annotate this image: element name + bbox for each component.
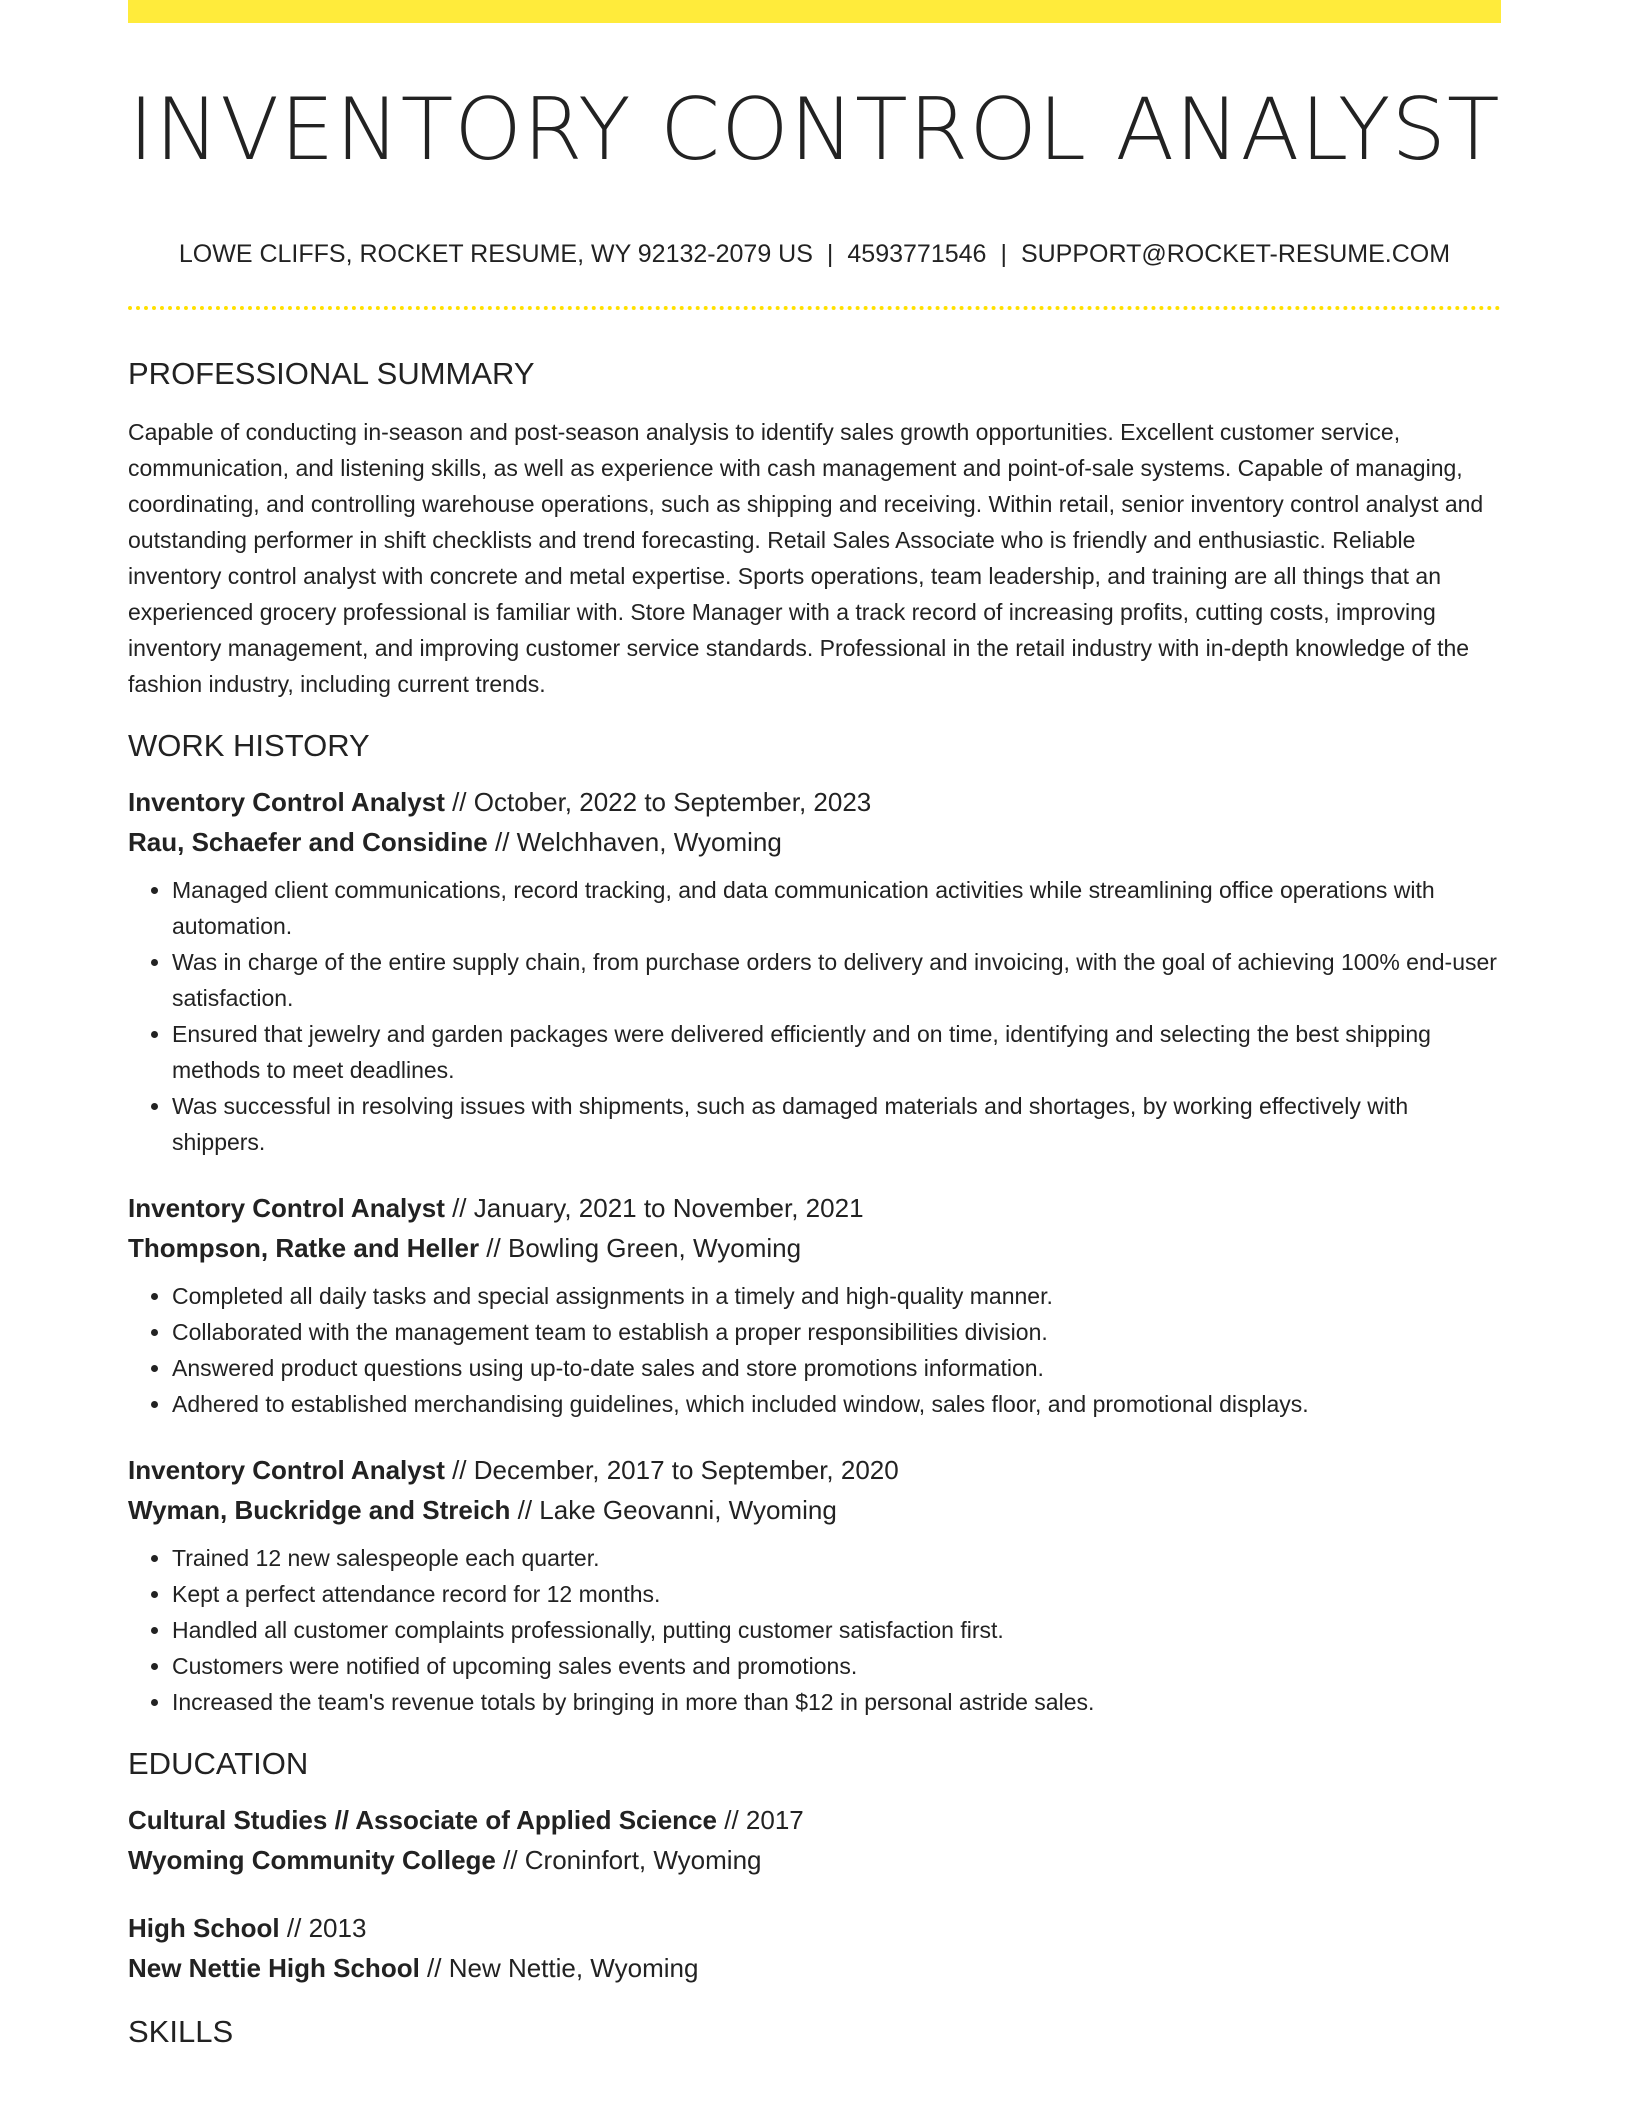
header-divider bbox=[128, 306, 1501, 310]
job-dates: // January, 2021 to November, 2021 bbox=[444, 1193, 864, 1223]
education-entry bbox=[128, 1800, 1501, 1880]
education-location: // New Nettie, Wyoming bbox=[419, 1953, 699, 1983]
education-school-line bbox=[128, 1948, 1501, 1988]
job-role: Inventory Control Analyst bbox=[128, 1193, 445, 1223]
job-role: Inventory Control Analyst bbox=[128, 1455, 445, 1485]
job-location: // Lake Geovanni, Wyoming bbox=[510, 1495, 837, 1525]
list-item: • Answered product questions using up-to-date sales and store promotions information. bbox=[172, 1350, 1501, 1386]
list-item: • Customers were notified of upcoming sales events and promotions. bbox=[172, 1648, 1501, 1684]
job-company: Rau, Schaefer and Considine bbox=[128, 827, 488, 857]
job-bullets bbox=[128, 872, 1501, 1160]
section-title-summary: PROFESSIONAL SUMMARY bbox=[128, 356, 535, 391]
education-school: New Nettie High School bbox=[128, 1953, 420, 1983]
list-item: • Trained 12 new salespeople each quarter. bbox=[172, 1540, 1501, 1576]
education-degree-line bbox=[128, 1908, 1501, 1948]
job-company-line bbox=[128, 1490, 1501, 1530]
resume-body bbox=[128, 352, 1501, 2054]
education-year: // 2013 bbox=[279, 1913, 367, 1943]
section-title-skills: SKILLS bbox=[128, 2014, 234, 2049]
job-title-line bbox=[128, 1188, 1501, 1228]
education-degree: High School bbox=[128, 1913, 280, 1943]
education-degree-line bbox=[128, 1800, 1501, 1840]
contact-email: SUPPORT@ROCKET-RESUME.COM bbox=[1020, 240, 1451, 268]
contact-separator: | bbox=[1000, 240, 1007, 268]
job-entry bbox=[128, 782, 1501, 1160]
job-role: Inventory Control Analyst bbox=[128, 787, 445, 817]
job-title-line bbox=[128, 1450, 1501, 1490]
education-school-line bbox=[128, 1840, 1501, 1880]
list-item: • Collaborated with the management team to establish a proper responsibilities division. bbox=[172, 1314, 1501, 1350]
list-item: • Managed client communications, record tracking, and data communication activities while streamlining office operations with automation. bbox=[172, 872, 1501, 944]
summary-section bbox=[128, 352, 1501, 702]
accent-bar bbox=[128, 0, 1501, 23]
job-company-line bbox=[128, 822, 1501, 862]
education-section bbox=[128, 1742, 1501, 1988]
summary-text: Capable of conducting in-season and post-season analysis to identify sales growth opportunities. Excellent customer service, communication, and listening skills, as well as experience with cash management and point-of-sale systems. Capable of managing, coordinating, and controlling warehouse operations, such as shipping and receiving. Within retail, senior inventory control analyst and outstanding performer in shift checklists and trend forecasting. Retail Sales Associate who is friendly and enthusiastic. Reliable inventory control analyst with concrete and metal expertise. Sports operations, team leadership, and training are all things that an experienced grocery professional is familiar with. Store Manager with a track record of increasing profits, cutting costs, improving inventory management, and improving customer service standards. Professional in the retail industry with in-depth knowledge of the fashion industry, including current trends. bbox=[128, 419, 1484, 697]
list-item: • Was in charge of the entire supply chain, from purchase orders to delivery and invoicing, with the goal of achieving 100% end-user satisfaction. bbox=[172, 944, 1501, 1016]
education-school: Wyoming Community College bbox=[128, 1845, 496, 1875]
job-location: // Welchhaven, Wyoming bbox=[487, 827, 782, 857]
job-bullets bbox=[128, 1278, 1501, 1422]
job-company: Thompson, Ratke and Heller bbox=[128, 1233, 480, 1263]
education-degree: Cultural Studies // Associate of Applied Science bbox=[128, 1805, 717, 1835]
job-entry bbox=[128, 1188, 1501, 1422]
section-title-education: EDUCATION bbox=[128, 1746, 309, 1781]
job-location: // Bowling Green, Wyoming bbox=[479, 1233, 802, 1263]
job-dates: // October, 2022 to September, 2023 bbox=[444, 787, 872, 817]
job-company: Wyman, Buckridge and Streich bbox=[128, 1495, 511, 1525]
list-item: • Completed all daily tasks and special assignments in a timely and high-quality manner. bbox=[172, 1278, 1501, 1314]
job-title-line bbox=[128, 782, 1501, 822]
list-item: • Was successful in resolving issues with shipments, such as damaged materials and shortages, by working effectively with shippers. bbox=[172, 1088, 1501, 1160]
list-item: • Adhered to established merchandising guidelines, which included window, sales floor, and promotional displays. bbox=[172, 1386, 1501, 1422]
contact-separator: | bbox=[826, 240, 834, 268]
contact-phone: 4593771546 bbox=[847, 240, 987, 268]
job-company-line bbox=[128, 1228, 1501, 1268]
list-item: • Increased the team's revenue totals by bringing in more than $12 in personal astride sales. bbox=[172, 1684, 1501, 1720]
education-location: // Croninfort, Wyoming bbox=[495, 1845, 762, 1875]
skills-section bbox=[128, 2010, 1501, 2054]
job-entry bbox=[128, 1450, 1501, 1720]
candidate-name: INVENTORY CONTROL ANALYST bbox=[128, 80, 1501, 180]
education-year: // 2017 bbox=[717, 1805, 804, 1835]
education-entry bbox=[128, 1908, 1501, 1988]
work-history-section bbox=[128, 724, 1501, 1720]
contact-address: LOWE CLIFFS, ROCKET RESUME, WY 92132-2079 US bbox=[178, 240, 813, 268]
section-title-work: WORK HISTORY bbox=[128, 728, 370, 763]
job-bullets bbox=[128, 1540, 1501, 1720]
list-item: • Kept a perfect attendance record for 12 months. bbox=[172, 1576, 1501, 1612]
list-item: • Handled all customer complaints professionally, putting customer satisfaction first. bbox=[172, 1612, 1501, 1648]
job-dates: // December, 2017 to September, 2020 bbox=[444, 1455, 899, 1485]
list-item: • Ensured that jewelry and garden packages were delivered efficiently and on time, identifying and selecting the best shipping methods to meet deadlines. bbox=[172, 1016, 1501, 1088]
contact-line bbox=[128, 238, 1501, 270]
